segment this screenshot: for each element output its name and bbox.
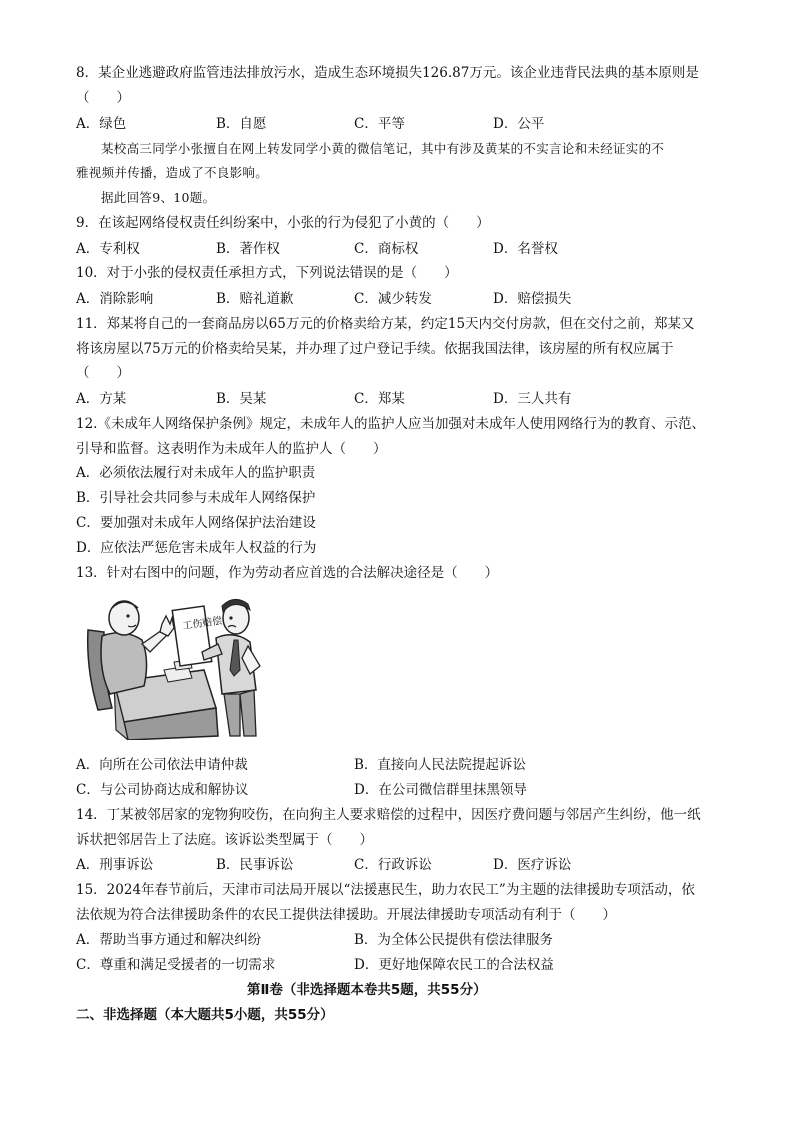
q15-option-c: C．尊重和满足受援者的一切需求 xyxy=(76,957,276,973)
q15-option-b: B．为全体公民提供有偿法律服务 xyxy=(354,932,553,948)
part2-section-heading: 二、非选择题（本大题共5小题，共55分） xyxy=(76,1007,334,1023)
q11-option-b: B．吴某 xyxy=(216,391,267,407)
q10-option-c: C．减少转发 xyxy=(354,291,432,307)
q11-option-d: D．三人共有 xyxy=(493,391,572,407)
q13-option-a: A．向所在公司依法申请仲裁 xyxy=(76,757,248,773)
labor-dispute-cartoon xyxy=(84,590,274,740)
q11-option-c: C．郑某 xyxy=(354,391,405,407)
q14-option-b: B．民事诉讼 xyxy=(216,857,294,873)
q10-option-a: A．消除影响 xyxy=(76,291,154,307)
q13-option-b: B．直接向人民法院提起诉讼 xyxy=(354,757,526,773)
q11-stem-line3: （ ） xyxy=(76,365,130,381)
q15-option-a: A．帮助当事方通过和解决纠纷 xyxy=(76,932,262,948)
q8-stem-line2: （ ） xyxy=(76,90,130,106)
q13-option-d: D．在公司微信群里抹黑领导 xyxy=(354,782,527,798)
q9-option-b: B．著作权 xyxy=(216,241,280,257)
q11-option-a: A．方某 xyxy=(76,391,127,407)
q9-option-d: D．名誉权 xyxy=(493,241,558,257)
material-line2: 雅视频并传播，造成了不良影响。 xyxy=(76,165,269,180)
q14-stem-line1: 14．丁某被邻居家的宠物狗咬伤，在向狗主人要求赔偿的过程中，因医疗费问题与邻居产生纠纷，他一纸 xyxy=(76,807,701,823)
q10-stem: 10．对于小张的侵权责任承担方式，下列说法错误的是（ ） xyxy=(76,265,458,281)
q9-stem: 9．在该起网络侵权责任纠纷案中，小张的行为侵犯了小黄的（ ） xyxy=(76,215,490,231)
q14-option-c: C．行政诉讼 xyxy=(354,857,432,873)
cartoon-sign-text: 工伤赔偿 xyxy=(181,615,223,633)
q9-option-c: C．商标权 xyxy=(354,241,419,257)
q15-stem-line1: 15．2024年春节前后，天津市司法局开展以“法援惠民生，助力农民工”为主题的法律援助专项活动，依 xyxy=(76,882,695,898)
q8-stem-line1: 8．某企业逃避政府监管违法排放污水，造成生态环境损失126.87万元。该企业违背民法典的基本原则是 xyxy=(76,65,699,81)
q11-stem-line1: 11．郑某将自己的一套商品房以65万元的价格卖给方某，约定15天内交付房款，但在交付之前，郑某又 xyxy=(76,316,695,332)
q11-stem-line2: 将该房屋以75万元的价格卖给吴某，并办理了过户登记手续。依据我国法律，该房屋的所有权应属于 xyxy=(76,341,674,357)
part2-title: 第Ⅱ卷（非选择题本卷共5题，共55分） xyxy=(247,982,487,998)
q12-option-b: B．引导社会共同参与未成年人网络保护 xyxy=(76,490,316,506)
q13-option-c: C．与公司协商达成和解协议 xyxy=(76,782,249,798)
q8-option-c: C．平等 xyxy=(354,116,405,132)
q15-option-d: D．更好地保障农民工的合法权益 xyxy=(354,957,554,973)
q12-option-c: C．要加强对未成年人网络保护法治建设 xyxy=(76,515,316,531)
material-line1: 某校高三同学小张擅自在网上转发同学小黄的微信笔记，其中有涉及黄某的不实言论和未经证实的不 xyxy=(101,141,665,156)
q14-option-a: A．刑事诉讼 xyxy=(76,857,154,873)
q10-option-d: D．赔偿损失 xyxy=(493,291,572,307)
q8-option-a: A．绿色 xyxy=(76,116,127,132)
q12-option-a: A．必须依法履行对未成年人的监护职责 xyxy=(76,465,316,481)
q13-stem: 13．针对右图中的问题，作为劳动者应首选的合法解决途径是（ ） xyxy=(76,565,499,581)
q8-option-d: D．公平 xyxy=(493,116,545,132)
q15-stem-line2: 法依规为符合法律援助条件的农民工提供法律援助。开展法律援助专项活动有利于（ ） xyxy=(76,907,616,923)
q10-option-b: B．赔礼道歉 xyxy=(216,291,294,307)
q12-stem-line1: 12.《未成年人网络保护条例》规定，未成年人的监护人应当加强对未成年人使用网络行为的教育、示范、 xyxy=(76,416,705,432)
q14-option-d: D．医疗诉讼 xyxy=(493,857,572,873)
q8-option-b: B．自愿 xyxy=(216,116,267,132)
q14-stem-line2: 诉状把邻居告上了法庭。该诉讼类型属于（ ） xyxy=(76,832,373,848)
material-line3: 据此回答9、10题。 xyxy=(101,190,216,205)
q9-option-a: A．专利权 xyxy=(76,241,140,257)
q12-stem-line2: 引导和监督。这表明作为未成年人的监护人（ ） xyxy=(76,441,387,457)
q12-option-d: D．应依法严惩危害未成年人权益的行为 xyxy=(76,540,317,556)
